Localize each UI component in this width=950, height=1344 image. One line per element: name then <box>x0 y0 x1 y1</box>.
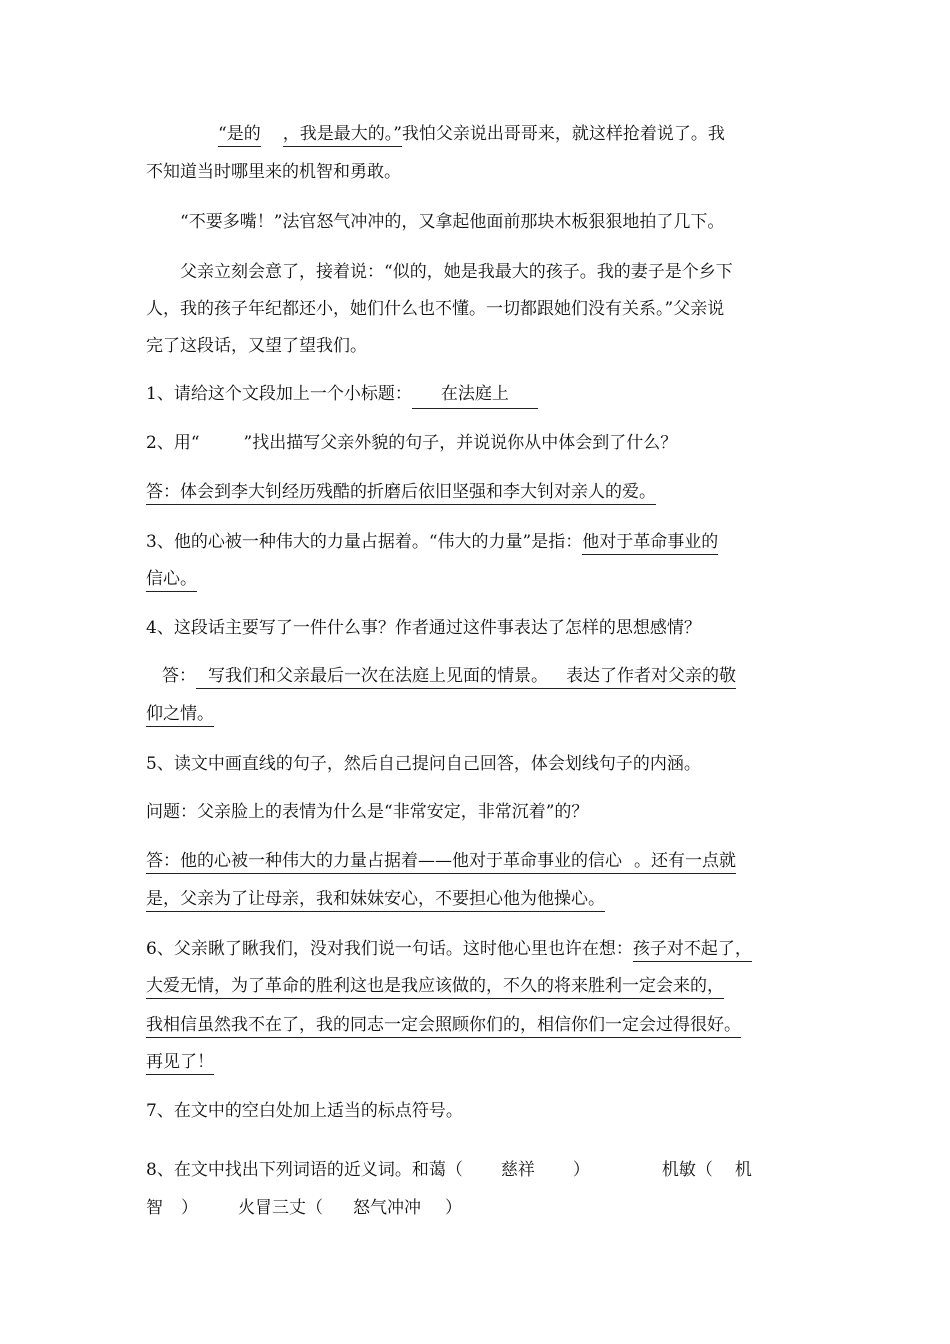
passage-line: 父亲立刻会意了，接着说：“似的，她是我最大的孩子。我的妻子是个乡下 <box>180 262 733 282</box>
question-8-cont: 智 ） 火冒三丈（ 怒气冲冲 ） <box>146 1198 462 1218</box>
answer-4: 答： 写我们和父亲最后一次在法庭上见面的情景。 表达了作者对父亲的敬 <box>162 664 736 688</box>
question-3: 3、他的心被一种伟大的力量占据着。“伟大的力量”是指：他对于革命事业的 <box>146 530 718 554</box>
answer-6: 再见了！ <box>146 1050 214 1074</box>
question-1: 1、请给这个文段加上一个小标题： 在法庭上 <box>146 382 538 409</box>
passage-line: 完了这段话，又望了望我们。 <box>146 336 367 356</box>
question-4: 4、这段话主要写了一件什么事？作者通过这件事表达了怎样的思想感情？ <box>146 618 701 638</box>
answer-6: 我相信虽然我不在了，我的同志一定会照顾你们的，相信你们一定会过得很好。 <box>146 1013 741 1037</box>
answer-5: 答：他的心被一种伟大的力量占据着——他对于革命事业的信心 。还有一点就 <box>146 849 736 873</box>
question-2: 2、用“ ”找出描写父亲外貌的句子，并说说你从中体会到了什么？ <box>146 433 678 453</box>
answer-3: 信心。 <box>146 567 197 591</box>
passage-line: “是的 ，我是最大的。”我怕父亲说出哥哥来，就这样抢着说了。我 <box>218 122 725 146</box>
passage-line: 不知道当时哪里来的机智和勇敢。 <box>146 162 401 182</box>
answer-1: 在法庭上 <box>412 382 538 409</box>
passage-line: “不要多嘴！”法官怒气冲冲的，又拿起他面前那块木板狠狠地拍了几下。 <box>180 212 725 232</box>
answer-5-cont: 是，父亲为了让母亲，我和妹妹安心，不要担心他为他操心。 <box>146 887 605 911</box>
answer-4-cont: 仰之情。 <box>146 702 214 726</box>
question-7: 7、在文中的空白处加上适当的标点符号。 <box>146 1101 463 1121</box>
answer-6: 大爱无情，为了革命的胜利这也是我应该做的，不久的将来胜利一定会来的， <box>146 974 724 998</box>
answer-2: 答：体会到李大钊经历残酷的折磨后依旧坚强和李大钊对亲人的爱。 <box>146 480 656 504</box>
question-6: 6、父亲瞅了瞅我们，没对我们说一句话。这时他心里也许在想：孩子对不起了， <box>146 937 752 961</box>
question-5-q: 问题：父亲脸上的表情为什么是“非常安定，非常沉着”的？ <box>146 802 589 822</box>
question-5: 5、读文中画直线的句子，然后自己提问自己回答，体会划线句子的内涵。 <box>146 754 701 774</box>
passage-line: 人，我的孩子年纪都还小，她们什么也不懂。一切都跟她们没有关系。”父亲说 <box>146 299 725 319</box>
question-8: 8、在文中找出下列词语的近义词。和蔼（ 慈祥 ） 机敏（ 机 <box>146 1160 752 1180</box>
